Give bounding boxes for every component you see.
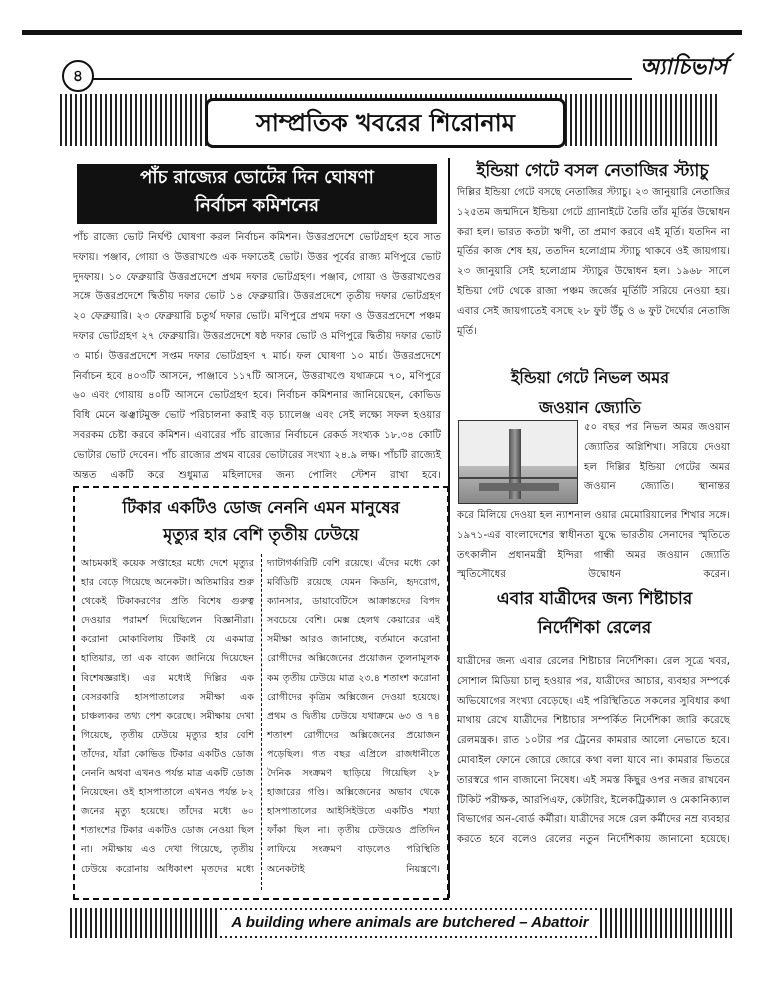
netaji-headline: ইন্ডিয়া গেটে বসল নেতাজির স্ট্যাচু — [476, 161, 709, 181]
rail-etiquette-headline-line1: এবার যাত্রীদের জন্য শিষ্টাচার — [496, 589, 693, 609]
brand-logo: অ্যাচিভার্স — [640, 55, 728, 80]
rail-etiquette-headline-line2: নির্দেশিকা রেলের — [537, 618, 652, 638]
rail-etiquette-headline — [462, 585, 727, 643]
vaccine-column-divider — [261, 554, 263, 890]
vaccine-column-1-text: আচমকাই কয়েক সপ্তাহের মধ্যে দেশে মৃত্যুর হার বেড়ে গিয়েছে অনেকটা। অতিমারির শুরু থেকেই টিকাকরণের প্রতি বিশেষ গুরুত্ব দেওয়ার পরামর্শ দিয়েছিলেন বিজ্ঞানীরা। করোনা মোকাবিলায় টিকাই যে একমাত্র হাতিয়ার, তা এক বাক্যে জানিয়ে দিয়েছেন বিশেষজ্ঞরাই। এর মধ্যেই দিল্লির এক বেসরকারি হাসপাতালের সমীক্ষা এক চাঞ্চল্যকর তথ্য পেশ করেছে। সমীক্ষায় দেখা গিয়েছে, তৃতীয় ঢেউয়ে মৃত্যুর হার বেশি তাঁদের, যাঁরা কোভিড টিকার একটিও ডোজ নেননি অথবা এখনও পর্যন্ত মাত্র একটি ডোজ নিয়েছেন। ওই হাসপাতালে এখনও পর্যন্ত ৮২ জনের মৃত্যু হয়েছে। তাঁদের মধ্যে ৬০ শতাংশের টিকার একটিও ডোজ নেওয়া ছিল না। সমীক্ষায় এও দেখা গিয়েছে, তৃতীয় ঢেউয়ে করোনায় অধিকাংশ মৃতদের মধ্যে — [81, 558, 254, 875]
vaccine-headline-line1: টিকার একটিও ডোজ নেননি এমন মানুষের — [122, 498, 400, 517]
photo-base — [479, 483, 559, 491]
rail-etiquette-article — [457, 652, 730, 900]
amar-jawan-photo — [458, 420, 578, 504]
amar-jawan-headline — [470, 363, 710, 423]
amar-jawan-body-bottom: করে মিলিয়ে দেওয়া হল ন্যাশনাল ওয়ার মেমোরিয়ালের শিখার সঙ্গে। ১৯৭১-এর বাংলাদেশের স্বাধীনতা যুদ্ধে ভারতীয় সেনাদের স্মৃতিতে তৎকালীন প্রধানমন্ত্রী ইন্দিরা গান্ধী অমর জওয়ান জ্যোতি স্মৃতিসৌধের উদ্বোধন করেন। — [457, 510, 730, 581]
vaccine-headline — [83, 494, 439, 548]
election-headline-line2: নির্বাচন কমিশনের — [194, 195, 320, 216]
amar-jawan-headline-line2: জওয়ান জ্যোতি — [539, 398, 641, 417]
election-headline-line1: পাঁচ রাজ্যের ভোটের দিন ঘোষণা — [140, 167, 374, 188]
photo-rail — [459, 477, 577, 479]
vaccine-column-2 — [267, 554, 440, 890]
page-number: ৪ — [62, 60, 94, 92]
vaccine-column-1 — [81, 554, 254, 890]
vaccine-headline-line2: মৃত্যুর হার বেশি তৃতীয় ঢেউয়ে — [163, 525, 359, 544]
rail-etiquette-body: যাত্রীদের জন্য এবার রেলের শিষ্টাচার নির্দেশিকা। রেল সূত্রে খবর, সোশাল মিডিয়া চালু হওয়ার পর, যাত্রীদের আচার, ব্যবহার সম্পর্কে অভিযোগের সংখ্যা বেড়েছে। এই পরিস্থিতিতে সকলের সুবিধার কথা মাথায় রেখে যাত্রীদের শিষ্টাচার সম্পর্কিত নির্দেশিকা জারি করেছে রেলমন্ত্রক। রাত ১০টার পর ট্রেনের কামরার আলো নেভাতে হবে। মোবাইল ফোনে জোরে জোরে কথা বলা যাবে না। কামরার ভিতরে তারস্বরে গান বাজানো নিষেধ। এই সমস্ত কিছুর ওপর নজর রাখবেন টিকিট পরীক্ষক, আরপিএফ, কেটারিং, ইলেকট্রিক্যাল ও মেকানিক্যাল বিভাগের অন-বোর্ড কর্মীরা। যাত্রীদের সঙ্গে রেল কর্মীদের নম্র ব্যবহার করতে হবে বলেও রেলের নতুন নির্দেশিকায় জানানো হয়েছে। — [457, 656, 730, 846]
amar-jawan-article-top — [584, 418, 730, 506]
amar-jawan-article-bottom — [457, 506, 730, 581]
header-rule — [92, 78, 632, 80]
amar-jawan-body-top: ৫০ বছর পর নিভল অমর জওয়ান জ্যোতির অগ্নিশিখা। সরিয়ে দেওয়া হল দিল্লির ইন্ডিয়া গেটের অমর জওয়ান জ্যোতি। স্থানান্তর — [584, 422, 730, 493]
top-rule — [22, 30, 742, 35]
amar-jawan-headline-line1: ইন্ডিয়া গেটে নিভল অমর — [510, 368, 670, 387]
vaccine-column-2-text: দ্যাটাগর্কারিটি বেশি রয়েছে। এঁদের মধ্যে কো মর্বিডিটি রয়েছে যেমন কিডনি, হৃদরোগ, ক্যানসার, ডায়াবেটিসে আক্রান্তদের বিপদ সবচেয়ে বেশি। মেক্স হেলথ কেয়ারের এই সমীক্ষা আরও জানাচ্ছে, বর্তমানে করোনা রোগীদের অক্সিজেনের প্রয়োজন তুলনামূলক কম তৃতীয় ঢেউয়ে মাত্র ২৩.৪ শতাংশ করোনা রোগীদের কৃত্রিম অক্সিজেন দেওয়া হয়েছে। প্রথম ও দ্বিতীয় ঢেউয়ে যথাক্রমে ৬৩ ও ৭৪ শতাংশ রোগীদের অক্সিজেনের প্রয়োজন পড়েছিল। গত বছর এপ্রিলে রাজধানীতে দৈনিক সংক্রমণ ছাড়িয়ে গিয়েছিল ২৮ হাজারের গণ্ডি। অক্সিজেনের অভাব থেকে হাসপাতালের আইসিইউতে একটিও শয্যা ফাঁকা ছিল না। তৃতীয় ঢেউয়েও প্রতিদিন লাফিয়ে সংক্রমণ বাড়লেও পরিস্থিতি অনেকটাই নিয়ন্ত্রণে। — [267, 558, 440, 875]
footer-vocab: A building where animals are butchered – Abattoir — [220, 910, 600, 936]
section-banner-title: সাম্প্রতিক খবরের শিরোনাম — [205, 98, 566, 148]
vaccine-article-box — [73, 486, 449, 900]
election-article — [73, 228, 441, 481]
election-headline — [77, 164, 437, 224]
netaji-article-body: দিল্লির ইন্ডিয়া গেটে বসছে নেতাজির স্ট্যাচু। ২৩ জানুয়ারি নেতাজির ১২৫তম জন্মদিনে ইন্ডিয়া গেটে গ্র্যানাইটে তৈরি তাঁর মূর্তির উদ্বোধন করা হল। ভারত কতটা ঋণী, তা প্রমাণ করবে এই মূর্তি। যতদিন না মূর্তির কাজ শেষ হয়, ততদিন হলোগ্রাম স্ট্যাচু থাকবে ওই জায়গায়। ২৩ জানুয়ারি সেই হলোগ্রাম স্ট্যাচুর উদ্বোধন হল। ১৯৬৮ সালে ইন্ডিয়া গেট থেকে রাজা পঞ্চম জর্জের মূর্তিটি সরিয়ে নেওয়া হয়। এবার সেই জায়গাতেই বসছে ২৮ ফুট উঁচু ও ৬ ফুট দৈর্ঘ্যের নেতাজি মূর্তি। — [457, 187, 730, 337]
election-article-body: পাঁচ রাজ্যে ভোট নির্ঘণ্ট ঘোষণা করল নির্বাচন কমিশন। উত্তরপ্রদেশে ভোটগ্রহণ হবে সাত দফায়। পঞ্জাব, গোয়া ও উত্তরাখণ্ডে এক দফাতেই ভোট। উত্তর পূর্বের রাজ্য মণিপুরে ভোট দুদফায়। ১০ ফেব্রুয়ারি উত্তরপ্রদেশে প্রথম দফার ভোটগ্রহণ। পঞ্জাব, গোয়া ও উত্তরাখণ্ডের সঙ্গে উত্তরপ্রদেশে দ্বিতীয় দফার ভোট ১৪ ফেব্রুয়ারি। উত্তরপ্রদেশে তৃতীয় দফার ভোটগ্রহণ ২০ ফেব্রুয়ারি। ২৩ ফেব্রুয়ারি চতুর্থ দফার ভোট। মণিপুরে প্রথম দফা ও উত্তরপ্রদেশে পঞ্চম দফার ভোটগ্রহণ ২৭ ফেব্রুয়ারি। উত্তরপ্রদেশে ষষ্ঠ দফার ভোট ও মণিপুরে দ্বিতীয় দফার ভোট ৩ মার্চ। উত্তরপ্রদেশে সপ্তম দফার ভোটগ্রহণ ৭ মার্চ। ফল ঘোষণা ১০ মার্চ। উত্তরপ্রদেশে নির্বাচন হবে ৪০৩টি আসনে, পাঞ্জাবে ১১৭টি আসনে, উত্তরাখণ্ডে যথাক্রমে ৭০, মণিপুরে ৬০ এবং গোয়ায় ৪০টি আসনে ভোটগ্রহণ হবে। নির্বাচন কমিশনার জানিয়েছেন, কোভিড বিধি মেনে ঝঞ্ঝাটমুক্ত ভোট পরিচালনা করাই বড় চ্যালেঞ্জ এবং সেই লক্ষ্যে সফল হওয়ার সবরকম চেষ্টা করবে কমিশন। এবারের পাঁচ রাজ্যের নির্বাচনে রেকর্ড সংখ্যক ১৮.৩৪ কোটি ভোটার ভোট দেবেন। পাঁচ রাজ্যের প্রথম বারের ভোটারের সংখ্যা ২৪.৯ লক্ষ। পাঁচটি রাজ্যেই অন্তত একটি করে শুধুমাত্র মহিলাদের জন্য পোলিং স্টেশন রাখা হবে। — [73, 232, 441, 481]
netaji-article — [457, 183, 730, 353]
